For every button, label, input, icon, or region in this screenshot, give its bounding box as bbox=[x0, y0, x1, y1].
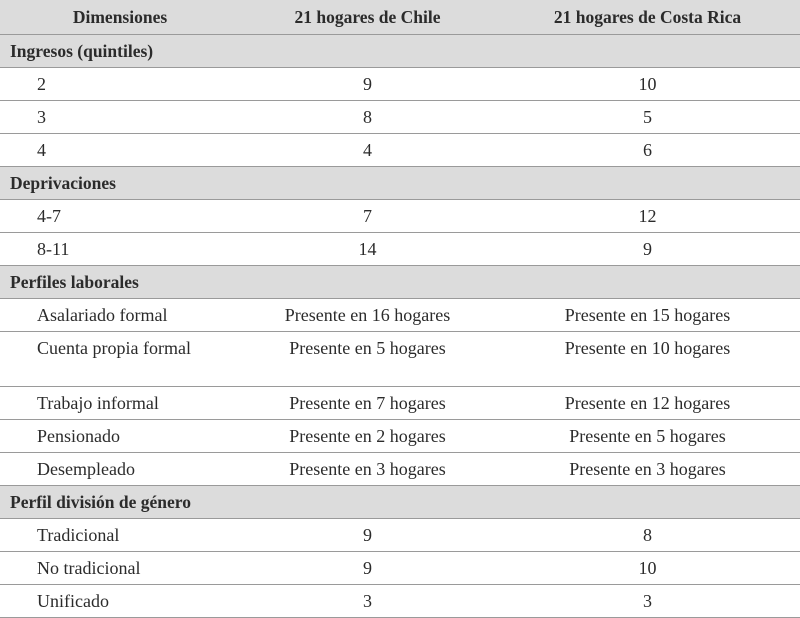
costa-rica-value: Presente en 5 hogares bbox=[495, 420, 800, 453]
chile-value: 9 bbox=[240, 519, 495, 552]
header-costa-rica: 21 hogares de Costa Rica bbox=[495, 0, 800, 35]
chile-value: Presente en 3 hogares bbox=[240, 453, 495, 486]
costa-rica-value: Presente en 12 hogares bbox=[495, 387, 800, 420]
table-row bbox=[0, 552, 800, 585]
chile-value: 14 bbox=[240, 233, 495, 266]
table-row bbox=[0, 519, 800, 552]
chile-value: Presente en 2 hogares bbox=[240, 420, 495, 453]
chile-value: 7 bbox=[240, 200, 495, 233]
table-row bbox=[0, 453, 800, 486]
chile-value: 4 bbox=[240, 134, 495, 167]
section-title: Perfil división de género bbox=[0, 486, 800, 519]
costa-rica-value: 8 bbox=[495, 519, 800, 552]
table-row bbox=[0, 387, 800, 420]
chile-value: 9 bbox=[240, 552, 495, 585]
row-label: Tradicional bbox=[0, 519, 240, 552]
chile-value: 9 bbox=[240, 68, 495, 101]
table-row bbox=[0, 233, 800, 266]
chile-value: Presente en 5 hogares bbox=[240, 332, 495, 387]
table-row bbox=[0, 420, 800, 453]
header-dimensiones: Dimensiones bbox=[0, 0, 240, 35]
row-label: 3 bbox=[0, 101, 240, 134]
chile-value: Presente en 7 hogares bbox=[240, 387, 495, 420]
row-label: Asalariado formal bbox=[0, 299, 240, 332]
row-label: Desempleado bbox=[0, 453, 240, 486]
table-row bbox=[0, 332, 800, 387]
row-label: 8-11 bbox=[0, 233, 240, 266]
chile-value: 8 bbox=[240, 101, 495, 134]
costa-rica-value: 5 bbox=[495, 101, 800, 134]
table-row bbox=[0, 299, 800, 332]
costa-rica-value: 12 bbox=[495, 200, 800, 233]
chile-value: 3 bbox=[240, 585, 495, 618]
header-row bbox=[0, 0, 800, 35]
section-row-perfiles bbox=[0, 266, 800, 299]
section-title: Ingresos (quintiles) bbox=[0, 35, 800, 68]
costa-rica-value: Presente en 15 hogares bbox=[495, 299, 800, 332]
chile-value: Presente en 16 hogares bbox=[240, 299, 495, 332]
header-chile: 21 hogares de Chile bbox=[240, 0, 495, 35]
row-label: No tradicional bbox=[0, 552, 240, 585]
section-row-ingresos bbox=[0, 35, 800, 68]
table-row bbox=[0, 134, 800, 167]
row-label: Cuenta propia formal bbox=[0, 332, 240, 387]
row-label: Unificado bbox=[0, 585, 240, 618]
costa-rica-value: 6 bbox=[495, 134, 800, 167]
row-label: 2 bbox=[0, 68, 240, 101]
table-row bbox=[0, 200, 800, 233]
row-label: 4 bbox=[0, 134, 240, 167]
section-title: Deprivaciones bbox=[0, 167, 800, 200]
row-label: 4-7 bbox=[0, 200, 240, 233]
table-row bbox=[0, 68, 800, 101]
section-row-genero bbox=[0, 486, 800, 519]
costa-rica-value: Presente en 3 hogares bbox=[495, 453, 800, 486]
costa-rica-value: 10 bbox=[495, 68, 800, 101]
costa-rica-value: 10 bbox=[495, 552, 800, 585]
section-title: Perfiles laborales bbox=[0, 266, 800, 299]
costa-rica-value: 9 bbox=[495, 233, 800, 266]
costa-rica-value: 3 bbox=[495, 585, 800, 618]
costa-rica-value: Presente en 10 hogares bbox=[495, 332, 800, 387]
section-row-deprivaciones bbox=[0, 167, 800, 200]
row-label: Pensionado bbox=[0, 420, 240, 453]
row-label: Trabajo informal bbox=[0, 387, 240, 420]
table-row bbox=[0, 101, 800, 134]
